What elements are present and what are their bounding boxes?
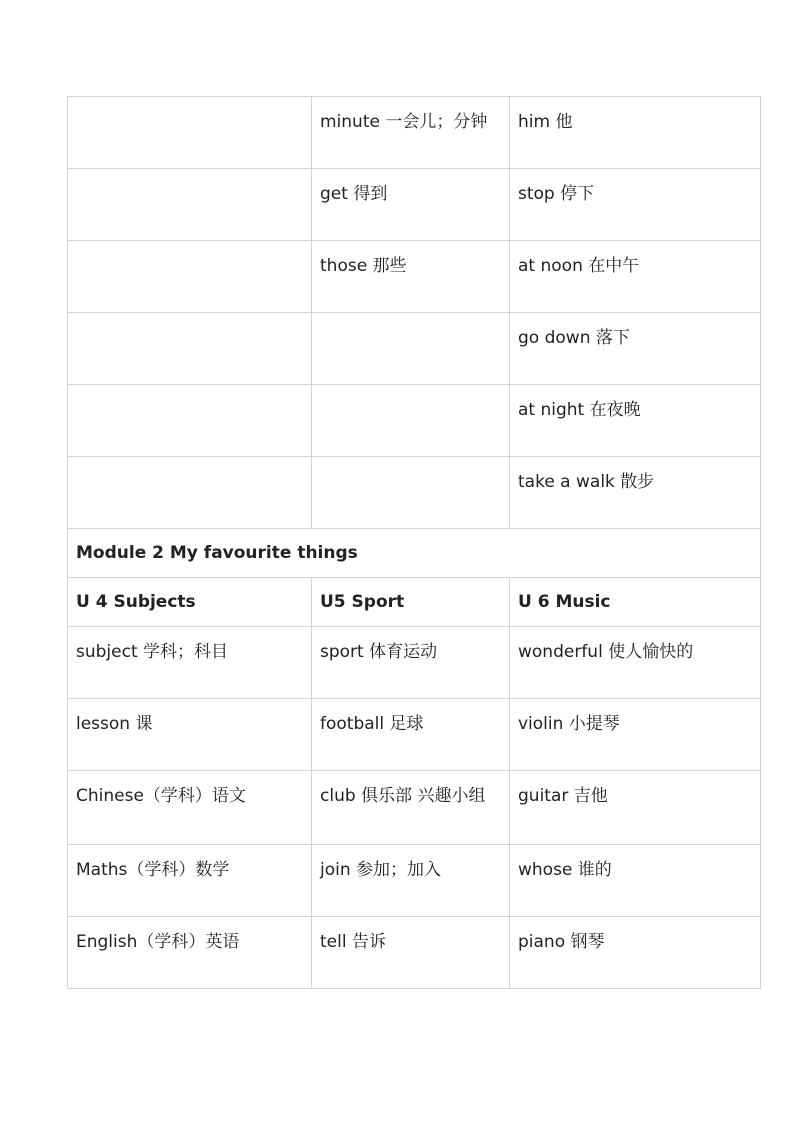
word-cell: guitar 吉他	[510, 771, 761, 845]
table-row	[68, 97, 761, 169]
table-row	[68, 771, 761, 845]
word-cell: wonderful 使人愉快的	[510, 627, 761, 699]
word-cell: Chinese（学科）语文	[68, 771, 312, 845]
module-title: Module 2 My favourite things	[68, 529, 761, 578]
table-row	[68, 627, 761, 699]
word-cell: whose 谁的	[510, 845, 761, 917]
word-cell	[68, 313, 312, 385]
table-row	[68, 313, 761, 385]
table-row	[68, 241, 761, 313]
word-cell: piano 钢琴	[510, 917, 761, 989]
word-cell: minute 一会儿；分钟	[312, 97, 510, 169]
unit-header: U 4 Subjects	[68, 578, 312, 627]
word-cell: join 参加；加入	[312, 845, 510, 917]
word-cell	[312, 313, 510, 385]
word-cell: football 足球	[312, 699, 510, 771]
module-title-row	[68, 529, 761, 578]
word-cell: Maths（学科）数学	[68, 845, 312, 917]
table-row	[68, 917, 761, 989]
unit-header: U5 Sport	[312, 578, 510, 627]
table-row	[68, 385, 761, 457]
word-cell	[68, 457, 312, 529]
table-row	[68, 699, 761, 771]
word-cell: stop 停下	[510, 169, 761, 241]
word-cell	[312, 385, 510, 457]
word-cell: English（学科）英语	[68, 917, 312, 989]
word-cell	[68, 97, 312, 169]
word-cell: violin 小提琴	[510, 699, 761, 771]
word-cell: him 他	[510, 97, 761, 169]
word-cell	[68, 241, 312, 313]
word-cell: at night 在夜晚	[510, 385, 761, 457]
vocabulary-table	[67, 96, 761, 989]
table-row	[68, 845, 761, 917]
word-cell: go down 落下	[510, 313, 761, 385]
word-cell: subject 学科；科目	[68, 627, 312, 699]
word-cell: get 得到	[312, 169, 510, 241]
table-row	[68, 457, 761, 529]
word-cell: sport 体育运动	[312, 627, 510, 699]
table-row	[68, 169, 761, 241]
unit-header-row	[68, 578, 761, 627]
word-cell: those 那些	[312, 241, 510, 313]
unit-header: U 6 Music	[510, 578, 761, 627]
word-cell: tell 告诉	[312, 917, 510, 989]
word-cell: club 俱乐部 兴趣小组	[312, 771, 510, 845]
word-cell	[68, 169, 312, 241]
word-cell	[312, 457, 510, 529]
word-cell: lesson 课	[68, 699, 312, 771]
word-cell	[68, 385, 312, 457]
word-cell: at noon 在中午	[510, 241, 761, 313]
word-cell: take a walk 散步	[510, 457, 761, 529]
